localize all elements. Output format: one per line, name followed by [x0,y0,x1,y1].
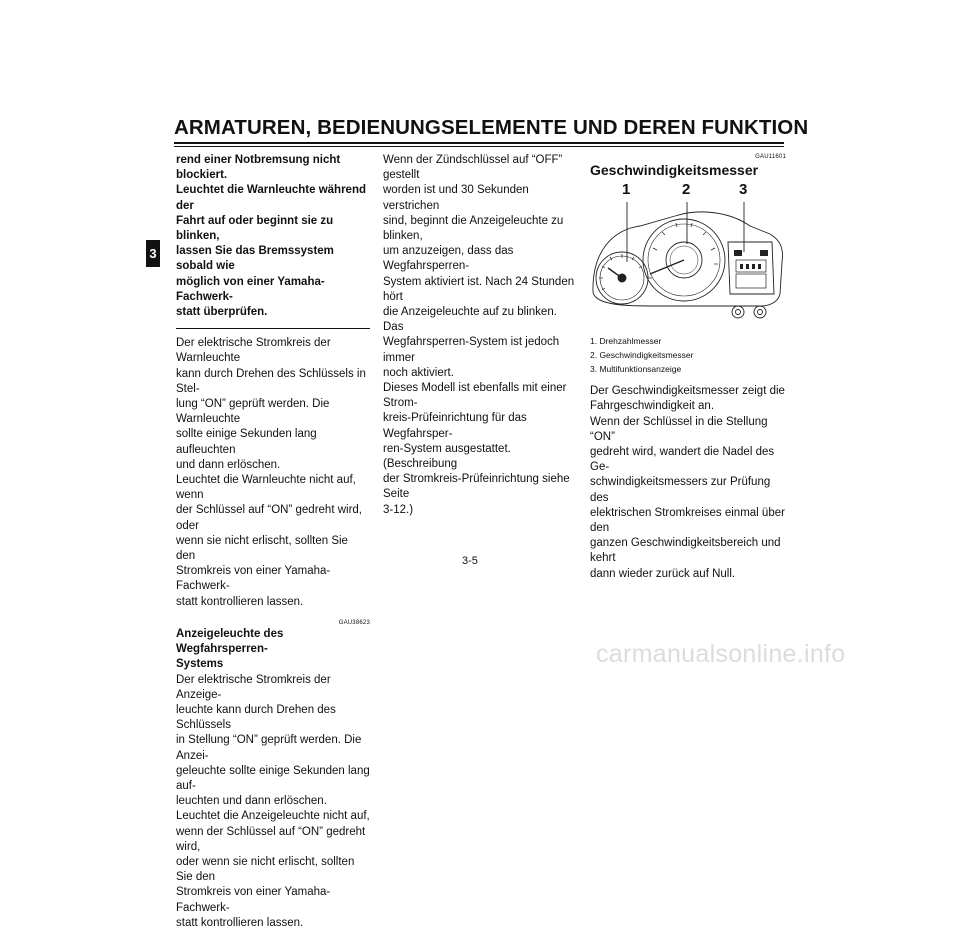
instrument-cluster-drawing [590,182,786,330]
text-line: leuchte kann durch Drehen des Schlüssels [176,703,336,732]
text-line: lassen Sie das Bremssystem sobald wie [176,245,334,273]
warning-separator [176,328,370,329]
heading-line: Systems [176,658,224,671]
text-line: gedreht wird, wandert die Nadel des Ge- [590,446,775,474]
text-line: möglich von einer Yamaha-Fachwerk- [176,275,325,303]
text-line: Wenn der Zündschlüssel auf “OFF” gestellt [383,154,563,182]
text-line: Fahrt auf oder beginnt sie zu blinken, [176,214,334,243]
speedometer-paragraph [590,384,786,582]
text-line: rend einer Notbremsung nicht blockiert. [176,154,341,182]
column-1 [176,153,370,931]
column-3 [590,153,786,582]
text-line: Leuchtet die Anzeigeleuchte nicht auf, [176,810,370,823]
heading-line: Anzeigeleuchte des Wegfahrsperren- [176,627,284,656]
title-rule [174,142,784,144]
title-rule-thin [174,146,784,147]
text-line: Stromkreis von einer Yamaha-Fachwerk- [176,886,331,914]
warning-text [176,153,370,320]
text-line: wenn der Schlüssel auf “ON” gedreht wird, [176,825,366,853]
legend-item: 2. Geschwindigkeitsmesser [590,350,694,361]
figure-legend [590,334,786,376]
text-line: statt kontrollieren lassen. [176,595,304,608]
text-line: dann wieder zurück auf Null. [590,567,736,580]
text-line: statt kontrollieren lassen. [176,916,304,929]
column-2 [383,153,579,518]
legend-item: 3. Multifunktionsanzeige [590,364,682,375]
text-line: in Stellung “ON” geprüft werden. Die Anzei- [176,734,362,762]
text-line: sind, beginnt die Anzeigeleuchte zu blinken, [383,214,564,243]
text-line: Der elektrische Stromkreis der Anzeige- [176,673,331,701]
legend-item: 1. Drehzahlmesser [590,336,662,347]
page-number: 3-5 [462,555,478,567]
text-line: um anzuzeigen, dass das Wegfahrsperren- [383,245,514,273]
text-line: der Schlüssel auf “ON” gedreht wird, oder [176,504,362,532]
text-line: kann durch Drehen des Schlüssels in Stel- [176,367,366,395]
text-line: Leuchtet die Warnleuchte während der [176,184,366,212]
section-code: GAU11601 [755,154,786,160]
callout-number: 3 [739,181,748,199]
text-line: schwindigkeitsmessers zur Prüfung des [590,476,771,504]
text-line: elektrischen Stromkreises einmal über den [590,506,785,535]
text-line: lung “ON” geprüft werden. Die Warnleuchte [176,398,330,426]
text-line: geleuchte sollte einige Sekunden lang auf- [176,764,370,792]
text-line: Leuchtet die Warnleuchte nicht auf, wenn [176,474,356,502]
immobilizer-paragraph [176,673,370,931]
text-line: Der Geschwindigkeitsmesser zeigt die [590,385,785,398]
instrument-cluster-figure [590,182,786,330]
text-line: Wenn der Schlüssel in die Stellung “ON” [590,415,768,443]
text-line: statt überprüfen. [176,306,268,319]
text-line: der Stromkreis-Prüfeinrichtung siehe Seite [383,473,570,501]
text-line: die Anzeigeleuchte auf zu blinken. Das [383,306,557,334]
text-line: sollte einige Sekunden lang aufleuchten [176,428,317,456]
text-line: oder wenn sie nicht erlischt, sollten Sie den [176,855,355,884]
callout-number: 2 [682,181,691,199]
watermark: carmanualsonline.info [596,640,846,668]
text-line: System aktiviert ist. Nach 24 Stunden hört [383,275,575,303]
text-line: 3-12.) [383,503,414,516]
text-line: Dieses Modell ist ebenfalls mit einer Strom- [383,382,567,410]
text-line: kreis-Prüfeinrichtung für das Wegfahrsper- [383,412,527,440]
section-heading [176,627,370,673]
warning-light-paragraph [176,336,370,610]
text-line: leuchten und dann erlöschen. [176,795,327,808]
text-line: noch aktiviert. [383,366,454,379]
text-line: ganzen Geschwindigkeitsbereich und kehrt [590,537,781,565]
section-title: Geschwindigkeitsmesser [590,162,759,178]
text-line: Stromkreis von einer Yamaha-Fachwerk- [176,565,331,593]
section-code: GAU38623 [338,619,370,626]
text-line: ren-System ausgestattet. (Beschreibung [383,442,511,471]
text-line: und dann erlöschen. [176,458,281,471]
text-line: wenn sie nicht erlischt, sollten Sie den [176,534,348,563]
chapter-tab: 3 [146,240,160,267]
text-line: worden ist und 30 Sekunden verstrichen [383,184,529,212]
page-title: ARMATUREN, BEDIENUNGSELEMENTE UND DEREN FUNKTION [174,116,809,139]
text-line: Der elektrische Stromkreis der Warnleuchte [176,337,331,365]
text-line: Wegfahrsperren-System ist jedoch immer [383,336,560,364]
callout-number: 1 [622,181,631,199]
text-line: Fahrgeschwindigkeit an. [590,400,715,413]
